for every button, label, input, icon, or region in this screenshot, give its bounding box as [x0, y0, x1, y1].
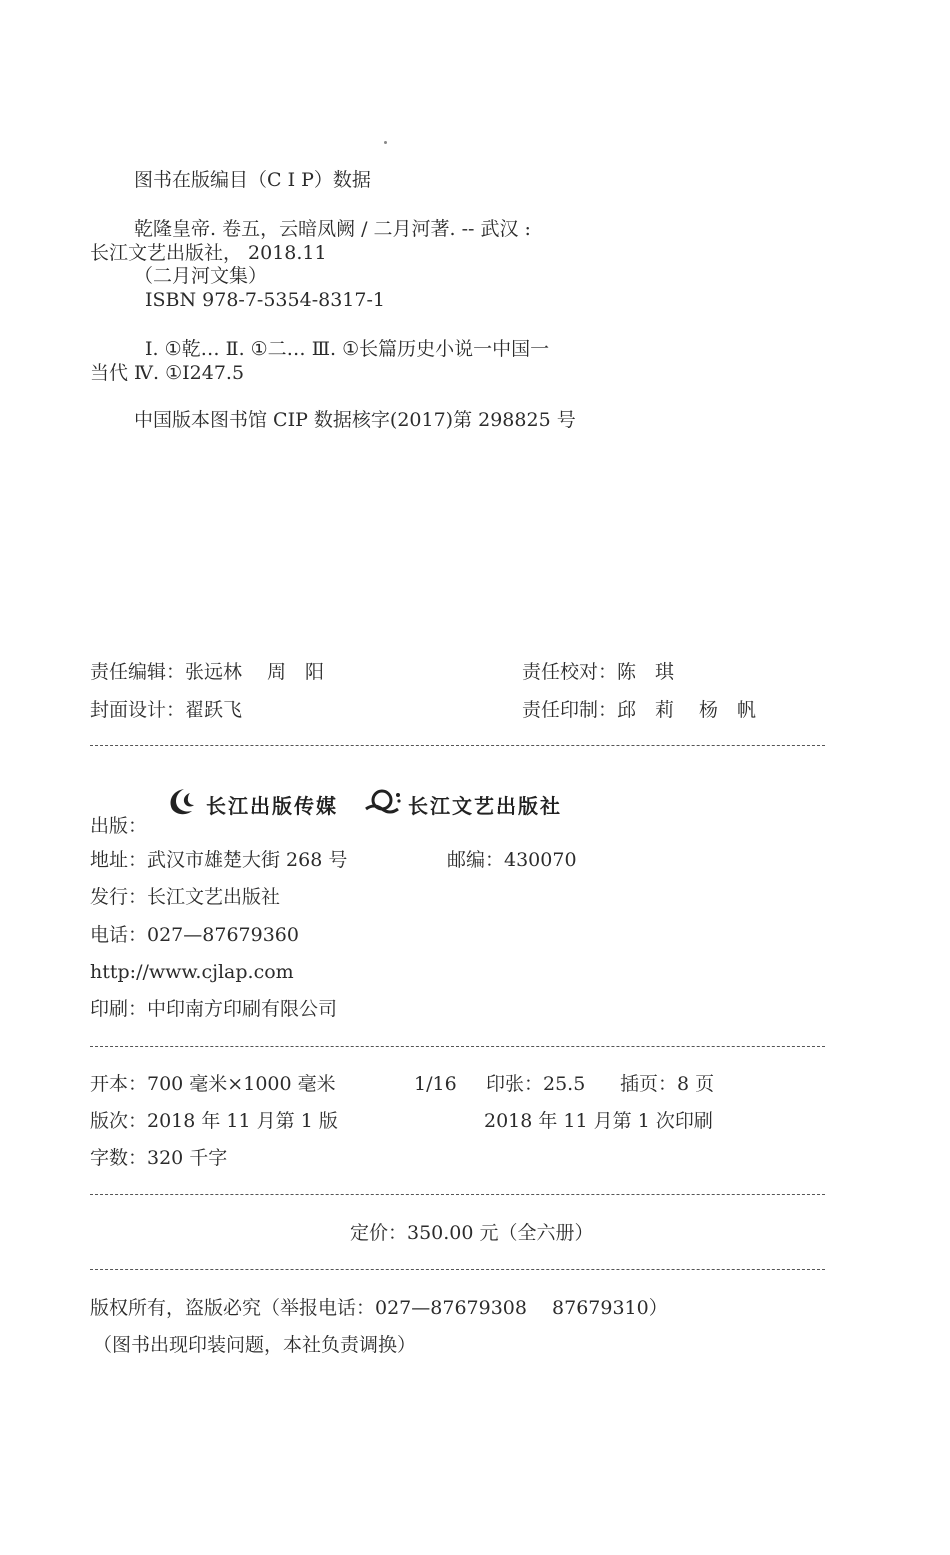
- cip-record-number: 中国版本图书馆 CIP 数据核字(2017)第 298825 号: [134, 409, 576, 431]
- publisher-address: 地址：武汉市雄楚大街 268 号: [90, 849, 348, 871]
- publisher-phone: 电话：027—87679360: [90, 924, 299, 946]
- divider: [90, 745, 825, 746]
- printer: 印刷：中印南方印刷有限公司: [90, 998, 338, 1020]
- insert-pages: 插页：8 页: [620, 1073, 715, 1095]
- impression: 2018 年 11 月第 1 次印刷: [484, 1110, 713, 1132]
- word-count: 字数：320 千字: [90, 1147, 228, 1169]
- cip-title-line: 乾隆皇帝. 卷五，云暗凤阙 / 二月河著. -- 武汉 :: [134, 218, 531, 240]
- logo-changjiang-literature: 长江文艺出版社: [408, 793, 562, 818]
- price: 定价：350.00 元（全六册）: [350, 1222, 594, 1244]
- cover-designer: 封面设计：翟跃飞: [90, 699, 243, 721]
- book-fraction: 1/16: [414, 1073, 457, 1095]
- responsible-editor: 责任编辑：张远林 周 阳: [90, 661, 325, 683]
- publisher-postcode: 邮编：430070: [447, 849, 577, 871]
- cip-publisher-line: 长江文艺出版社， 2018.11: [90, 242, 327, 264]
- responsible-proofreader: 责任校对：陈 琪: [522, 661, 675, 683]
- edition: 版次：2018 年 11 月第 1 版: [90, 1110, 338, 1132]
- exchange-notice: （图书出现印装问题，本社负责调换）: [93, 1334, 417, 1356]
- distributor: 发行：长江文艺出版社: [90, 886, 281, 908]
- printing-supervisor: 责任印制：邱 莉 杨 帆: [522, 699, 757, 721]
- wave-icon: [364, 787, 402, 822]
- cip-heading: 图书在版编目（C I P）数据: [134, 169, 371, 191]
- copyright-notice: 版权所有，盗版必究（举报电话：027—87679308 87679310）: [90, 1297, 668, 1319]
- logo-changjiang-media: 长江出版传媒: [206, 793, 338, 818]
- speck-mark: [384, 141, 387, 144]
- divider: [90, 1194, 825, 1195]
- printed-sheets: 印张：25.5: [486, 1073, 586, 1095]
- cip-classification-1: Ⅰ. ①乾… Ⅱ. ①二… Ⅲ. ①长篇历史小说一中国一: [145, 338, 550, 360]
- crescent-icon: [166, 787, 200, 822]
- divider: [90, 1269, 825, 1270]
- cip-classification-2: 当代 Ⅳ. ①I247.5: [90, 362, 245, 384]
- publisher-website: http://www.cjlap.com: [90, 961, 294, 983]
- cip-series-line: （二月河文集）: [134, 265, 268, 287]
- book-format: 开本：700 毫米×1000 毫米: [90, 1073, 336, 1095]
- publisher-label: 出版：: [90, 815, 148, 837]
- publisher-logos: [166, 787, 562, 821]
- divider: [90, 1046, 825, 1047]
- cip-isbn: ISBN 978-7-5354-8317-1: [145, 289, 385, 311]
